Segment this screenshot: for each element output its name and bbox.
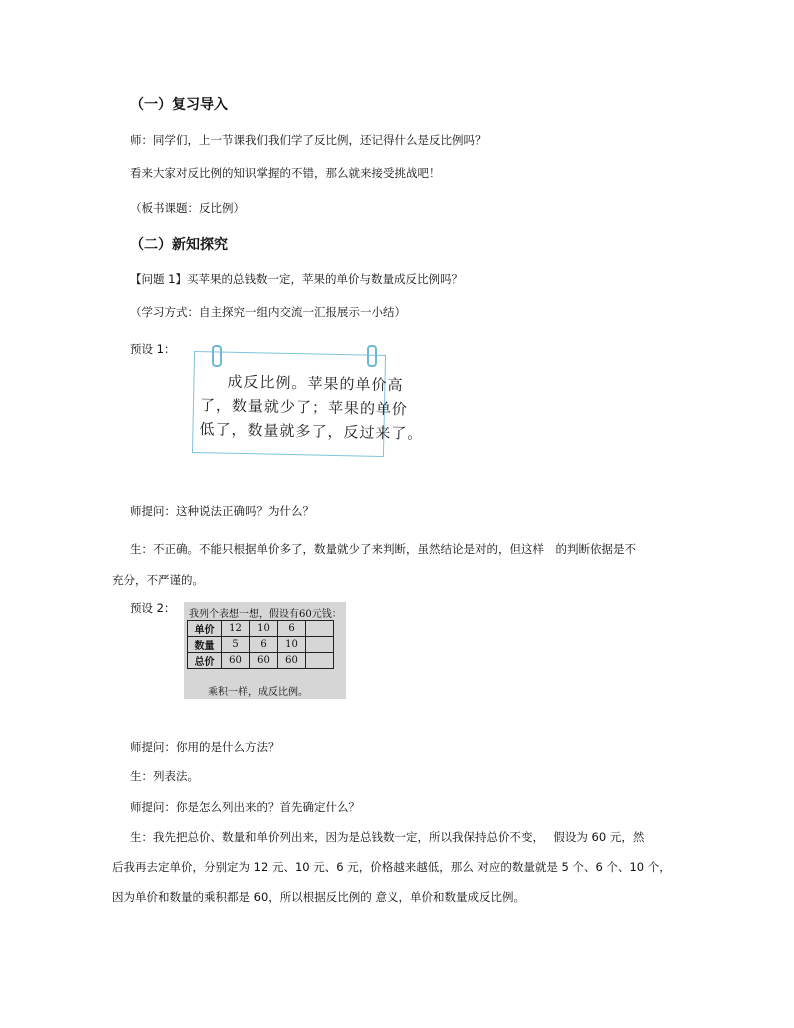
paperclip-icon <box>367 345 377 367</box>
table-cell: 6 <box>250 637 278 653</box>
student-answer: 生：不正确。不能只根据单价多了，数量就少了来判断，虽然结论是对的，但这样 的判断依据是不 <box>130 542 636 556</box>
photo-caption: 我列个表想一想，假设有60元钱： <box>189 609 342 620</box>
student-answer: 生：我先把总价、数量和单价列出来，因为是总钱数一定，所以我保持总价不变， 假设为 60 元，然 <box>130 830 645 844</box>
student-answer: 因为单价和数量的乘积都是 60，所以根据反比例的 意义，单价和数量成反比例。 <box>112 890 525 904</box>
handwritten-note-card <box>192 351 424 457</box>
teacher-question: 师提问：这种说法正确吗？为什么？ <box>130 504 314 518</box>
paragraph: 看来大家对反比例的知识掌握的不错，那么就来接受挑战吧！ <box>130 166 441 180</box>
student-answer: 生：列表法。 <box>130 769 199 783</box>
table-cell <box>306 637 334 653</box>
table-row <box>188 621 334 637</box>
table-cell: 10 <box>250 621 278 637</box>
table-cell: 6 <box>278 621 306 637</box>
table-row <box>188 637 334 653</box>
preset-1-label: 预设 1： <box>130 342 176 356</box>
table-row <box>188 653 334 669</box>
note-line: 了，数量就少了；苹果的单价 <box>199 396 409 419</box>
table-cell: 5 <box>222 637 250 653</box>
section1-heading: （一）复习导入 <box>130 97 228 113</box>
photo-caption: 乘积一样，成反比例。 <box>208 687 308 698</box>
table-cell <box>306 621 334 637</box>
paragraph: 师：同学们，上一节课我们我们学了反比例，还记得什么是反比例吗？ <box>130 133 487 147</box>
table-cell: 60 <box>222 653 250 669</box>
note-line: 成反比例。苹果的单价高 <box>227 372 404 395</box>
table-cell: 单价 <box>188 621 222 637</box>
table-cell: 60 <box>278 653 306 669</box>
student-answer: 后我再去定单价，分别定为 12 元、10 元、6 元，价格越来越低，那么 对应的数量就是 5 个、6 个、10 个， <box>112 860 671 874</box>
student-answer: 充分，不严谨的。 <box>112 573 204 587</box>
paragraph: （板书课题：反比例） <box>130 201 245 215</box>
table-cell: 10 <box>278 637 306 653</box>
teacher-question: 师提问：你用的是什么方法？ <box>130 740 280 754</box>
table-cell: 数量 <box>188 637 222 653</box>
teacher-question: 师提问：你是怎么列出来的？首先确定什么？ <box>130 800 360 814</box>
table-cell <box>306 653 334 669</box>
question-1: 【问题 1】买苹果的总钱数一定，苹果的单价与数量成反比例吗？ <box>130 272 463 286</box>
note-line: 低了，数量就多了，反过来了。 <box>199 420 424 443</box>
learning-method: （学习方式：自主探究一组内交流一汇报展示一小结） <box>130 305 406 319</box>
paperclip-icon <box>212 345 222 367</box>
preset-2-label: 预设 2： <box>130 601 176 615</box>
table-cell: 12 <box>222 621 250 637</box>
table-cell: 总价 <box>188 653 222 669</box>
price-quantity-table <box>187 620 334 669</box>
table-cell: 60 <box>250 653 278 669</box>
section2-heading: （二）新知探究 <box>130 237 228 253</box>
